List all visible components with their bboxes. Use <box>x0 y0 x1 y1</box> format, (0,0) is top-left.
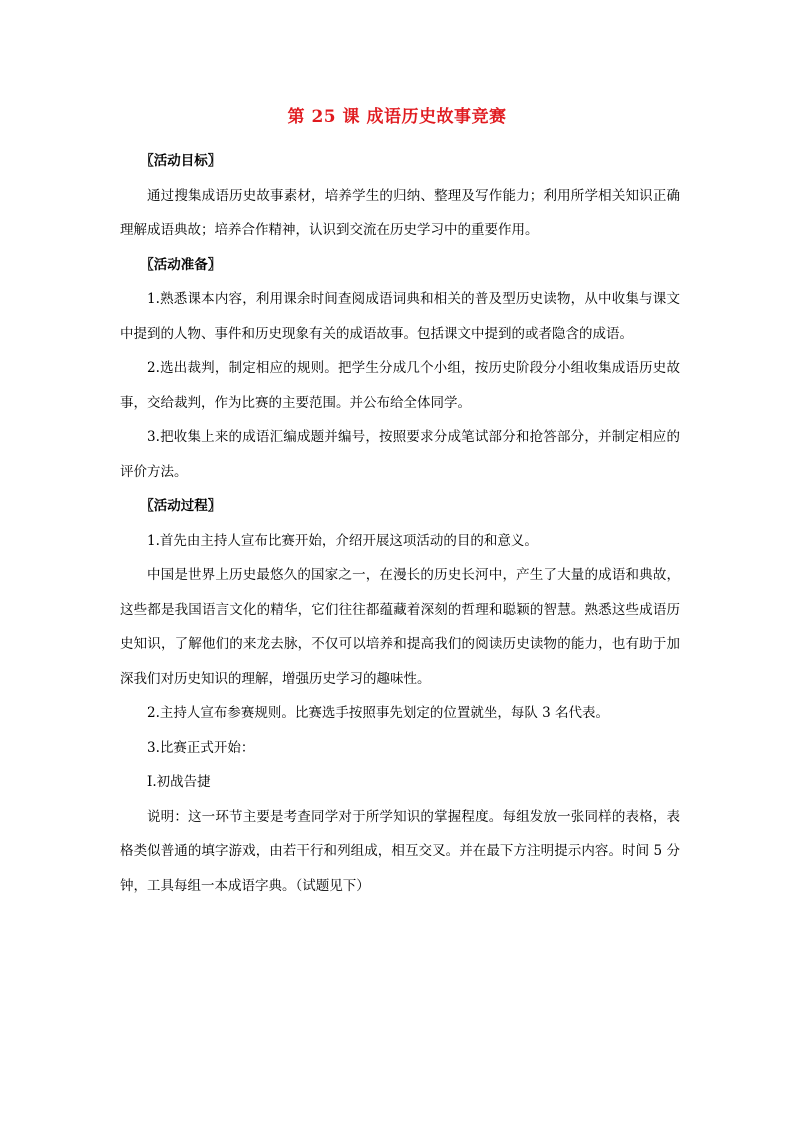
section-heading-process: 〖活动过程〗 <box>140 498 222 514</box>
paragraph-prep-2: 2.选出裁判，制定相应的规则。把学生分成几个小组，按历史阶段分小组收集成语历史故事，交给裁判，作为比赛的主要范围。并公布给全体同学。 <box>120 360 680 411</box>
paragraph-process-3: 3.比赛正式开始： <box>147 739 255 756</box>
paragraph-prep-1: 1.熟悉课本内容，利用课余时间查阅成语词典和相关的普及型历史读物，从中收集与课文中提到的人物、事件和历史现象有关的成语故事。包括课文中提到的或者隐含的成语。 <box>120 291 680 342</box>
document-body <box>120 144 680 903</box>
paragraph-process-1: 1.首先由主持人宣布比赛开始，介绍开展这项活动的目的和意义。 <box>147 532 538 549</box>
paragraph-prep-3: 3.把收集上来的成语汇编成题并编号，按照要求分成笔试部分和抢答部分，并制定相应的评价方法。 <box>120 429 680 480</box>
paragraph-process-intro: 中国是世界上历史最悠久的国家之一，在漫长的历史长河中，产生了大量的成语和典故，这些都是我国语言文化的精华，它们往往都蕴藏着深刻的哲理和聪颖的智慧。熟悉这些成语历史知识，了解他们的来龙去脉，不仅可以培养和提高我们的阅读历史读物的能力，也有助于加深我们对历史知识的理解，增强历史学习的趣味性。 <box>120 567 680 687</box>
paragraph-process-2: 2.主持人宣布参赛规则。比赛选手按照事先划定的位置就坐，每队 3 名代表。 <box>147 705 610 721</box>
section-heading-goals: 〖活动目标〗 <box>140 153 222 169</box>
paragraph-goals: 通过搜集成语历史故事素材，培养学生的归纳、整理及写作能力；利用所学相关知识正确理解成语典故；培养合作精神，认识到交流在历史学习中的重要作用。 <box>120 187 680 238</box>
subsection-round-one: Ⅰ.初战告捷 <box>147 774 211 790</box>
section-heading-preparation: 〖活动准备〗 <box>140 256 222 273</box>
paragraph-round-one-description: 说明：这一环节主要是考查同学对于所学知识的掌握程度。每组发放一张同样的表格，表格类似普通的填字游戏，由若干行和列组成，相互交叉。并在最下方注明提示内容。时间 5 分钟，工具每组一本成语字典。（试题见下） <box>120 808 680 894</box>
lesson-title: 第 25 课 成语历史故事竞赛 <box>287 107 507 127</box>
